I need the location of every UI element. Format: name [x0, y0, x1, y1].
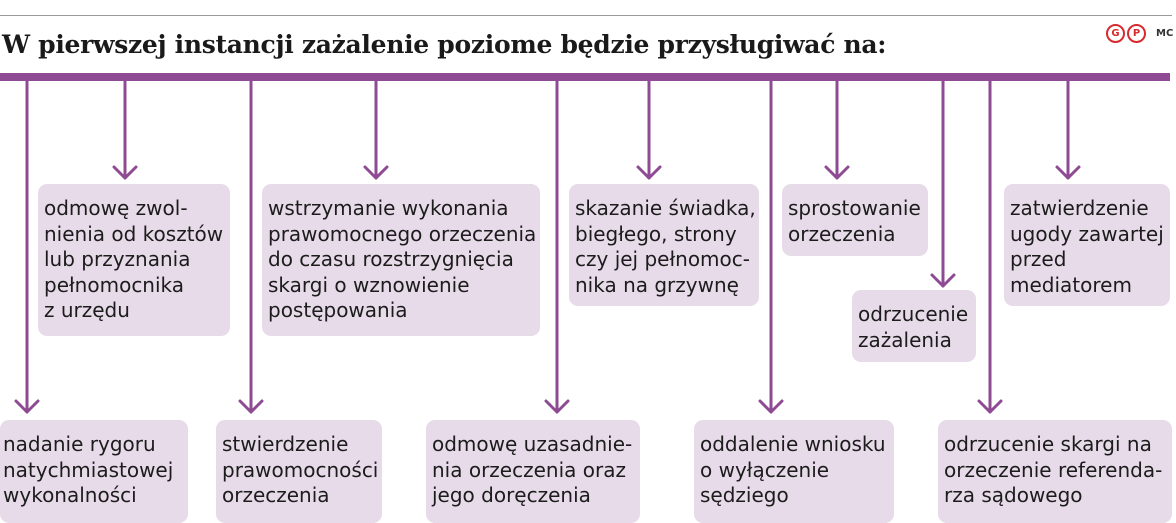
box-line: postępowania — [268, 298, 408, 322]
box-line: prawomocnego orzeczenia — [268, 221, 537, 246]
box-line: wykonalności — [3, 483, 137, 507]
box-line: nika na grzywnę — [575, 272, 739, 297]
arrow-odmowe-uzasadnienia — [546, 81, 568, 412]
box-zatwierdzenie-ugody — [1004, 184, 1170, 306]
box-line: z urzędu — [44, 298, 130, 322]
box-sprostowanie — [782, 184, 928, 256]
box-line: stwierdzenie — [222, 432, 349, 456]
box-line: ugody zawartej — [1010, 221, 1164, 246]
arrow-oddalenie-wniosku — [760, 81, 782, 412]
box-line: wstrzymanie wykonania — [268, 196, 509, 220]
box-odmowe-uzasadnienia — [426, 420, 640, 523]
box-line: nadanie rygoru — [3, 432, 156, 456]
box-nadanie-rygoru — [0, 420, 188, 523]
box-line: pełnomocnika — [44, 272, 185, 297]
box-line: prawomocności — [222, 457, 379, 482]
box-odrzucenie-skargi — [938, 420, 1172, 523]
box-line: przed — [1010, 247, 1067, 271]
logo-mark-1: G — [1106, 24, 1125, 43]
box-line: o wyłączenie — [700, 457, 830, 482]
box-line: orzeczenia — [222, 483, 330, 507]
box-line: rza sądowego — [944, 483, 1083, 507]
box-line: jego doręczenia — [432, 483, 591, 507]
box-line: skargi o wznowienie — [268, 272, 470, 297]
box-line: natychmiastowej — [3, 457, 174, 482]
box-line: zatwierdzenie — [1010, 196, 1149, 220]
box-line: orzeczenia — [788, 221, 896, 246]
box-line: odmowę zwol- — [44, 196, 188, 220]
box-line: nia orzeczenia oraz — [432, 457, 626, 482]
box-line: oddalenie wniosku — [700, 432, 886, 456]
box-line: sprostowanie — [788, 196, 921, 220]
box-line: orzeczenie referenda- — [944, 457, 1163, 482]
box-line: zażalenia — [858, 327, 952, 352]
box-odrzucenie-zazalenia — [852, 290, 976, 362]
arrow-odrzucenie-skargi — [979, 81, 1001, 412]
arrow-odrzucenie-zazalenia — [932, 81, 954, 286]
logo-mark-2: P — [1127, 24, 1146, 43]
box-line: skazanie świadka, — [575, 196, 756, 220]
box-line: odrzucenie — [858, 302, 969, 326]
box-line: sędziego — [700, 483, 789, 507]
arrow-stwierdzenie-prawomocnosci — [240, 81, 262, 412]
arrow-odmowe-zwolnienia — [114, 81, 136, 178]
arrow-skazanie-swiadka — [638, 81, 660, 178]
arrow-wstrzymanie-wykonania — [365, 81, 387, 178]
box-line: nienia od kosztów — [44, 221, 224, 246]
box-line: lub przyznania — [44, 247, 191, 271]
box-line: mediatorem — [1010, 272, 1132, 297]
arrow-nadanie-rygoru — [16, 81, 38, 412]
arrow-sprostowanie — [826, 81, 848, 178]
box-line: odmowę uzasadnie- — [432, 432, 633, 456]
box-wstrzymanie-wykonania — [262, 184, 540, 336]
box-line: biegłego, strony — [575, 221, 737, 246]
box-odmowe-zwolnienia — [38, 184, 230, 336]
diagram-title: W pierwszej instancji zażalenie poziome będzie przysługiwać na: — [2, 30, 887, 59]
box-line: do czasu rozstrzygnięcia — [268, 247, 514, 271]
box-oddalenie-wniosku — [694, 420, 894, 523]
box-line: czy jej pełnomoc- — [575, 247, 750, 271]
box-stwierdzenie-prawomocnosci — [216, 420, 382, 523]
author-credit: MC — [1156, 27, 1174, 39]
box-line: odrzucenie skargi na — [944, 432, 1152, 456]
arrow-zatwierdzenie-ugody — [1057, 81, 1079, 178]
box-skazanie-swiadka — [569, 184, 759, 306]
